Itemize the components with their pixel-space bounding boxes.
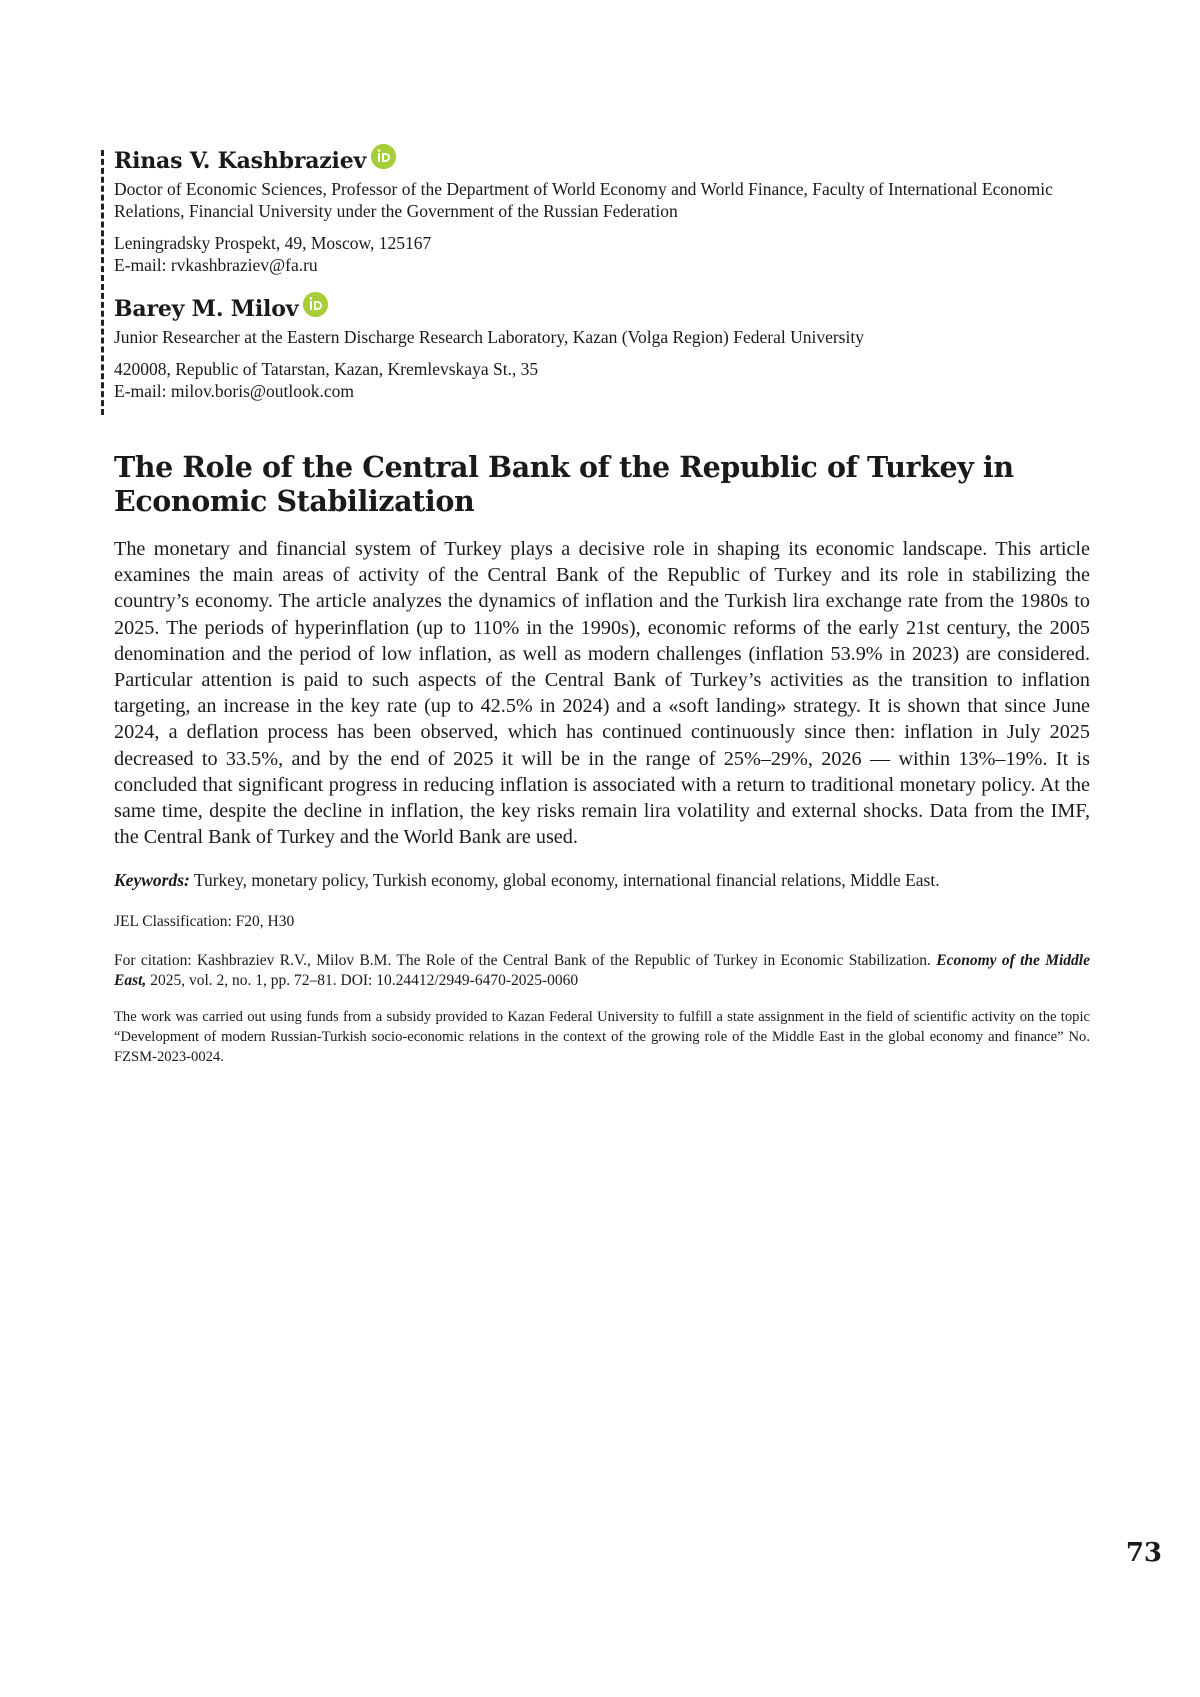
author-affiliation: Junior Researcher at the Eastern Discharge Research Laboratory, Kazan (Volga Region) Federal University — [114, 326, 1104, 348]
orcid-icon[interactable] — [303, 292, 328, 317]
keywords — [114, 869, 1104, 891]
citation — [114, 951, 1090, 991]
author-name-row — [114, 294, 1104, 324]
author-block-dashed-rule — [101, 150, 104, 415]
citation-suffix: 2025, vol. 2, no. 1, pp. 72–81. DOI: 10.24412/2949-6470-2025-0060 — [146, 972, 578, 989]
author-name: Rinas V. Kashbraziev — [114, 148, 366, 174]
author-entry — [114, 294, 1104, 402]
author-address: 420008, Republic of Tatarstan, Kazan, Kremlevskaya St., 35 — [114, 358, 1104, 380]
orcid-icon[interactable] — [371, 144, 396, 169]
author-name: Barey M. Milov — [114, 296, 298, 322]
jel-classification: JEL Classification: F20, H30 — [114, 912, 1104, 932]
funding-note: The work was carried out using funds from a subsidy provided to Kazan Federal University to fulfill a state assignment in the field of scientific activity on the topic “Development of modern Russian-Turkish socio-economic relations in the context of the growing role of the Middle East in the global economy and finance” No. FZSM-2023-0024. — [114, 1008, 1090, 1067]
citation-prefix: For citation: Kashbraziev R.V., Milov B.M. The Role of the Central Bank of the Republic of Turkey in Economic Stabilization. — [114, 952, 936, 969]
author-affiliation: Doctor of Economic Sciences, Professor of the Department of World Economy and World Finance, Faculty of International Economic Relations, Financial University under the Government of the Russian Federation — [114, 178, 1104, 222]
orcid-icon-glyph — [371, 144, 396, 169]
author-email[interactable]: E-mail: rvkashbraziev@fa.ru — [114, 254, 1104, 276]
author-name-row — [114, 146, 1104, 176]
orcid-icon-glyph — [303, 292, 328, 317]
author-email[interactable]: E-mail: milov.boris@outlook.com — [114, 380, 1104, 402]
article-abstract: The monetary and financial system of Turkey plays a decisive role in shaping its economic landscape. This article examines the main areas of activity of the Central Bank of the Republic of Turkey and its role in stabilizing the country’s economy. The article analyzes the dynamics of inflation and the Turkish lira exchange rate from the 1980s to 2025. The periods of hyperinflation (up to 110% in the 1990s), economic reforms of the early 21st century, the 2005 denomination and the period of low inflation, as well as modern challenges (inflation 53.9% in 2023) are considered. Particular attention is paid to such aspects of the Central Bank of Turkey’s activities as the transition to inflation targeting, an increase in the key rate (up to 42.5% in 2024) and a «soft landing» strategy. It is shown that since June 2024, a deflation process has been observed, which has continued continuously since then: inflation in July 2025 decreased to 33.5%, and by the end of 2025 it will be in the range of 25%–29%, 2026 — within 13%–19%. It is concluded that significant progress in reducing inflation is associated with a return to traditional monetary policy. At the same time, despite the decline in inflation, the key risks remain lira volatility and external shocks. Data from the IMF, the Central Bank of Turkey and the World Bank are used. — [114, 536, 1090, 850]
page-number: 73 — [1126, 1538, 1162, 1568]
keywords-text: Turkey, monetary policy, Turkish economy, global economy, international financial relations, Middle East. — [190, 870, 940, 890]
article-page — [0, 0, 1200, 1697]
author-block — [114, 146, 1104, 416]
author-entry — [114, 146, 1104, 276]
citation-journal: Economy of the Middle East, — [114, 952, 1090, 989]
article-title: The Role of the Central Bank of the Republic of Turkey in Economic Stabilization — [114, 450, 1104, 518]
keywords-label: Keywords: — [114, 870, 190, 890]
author-address: Leningradsky Prospekt, 49, Moscow, 125167 — [114, 232, 1104, 254]
